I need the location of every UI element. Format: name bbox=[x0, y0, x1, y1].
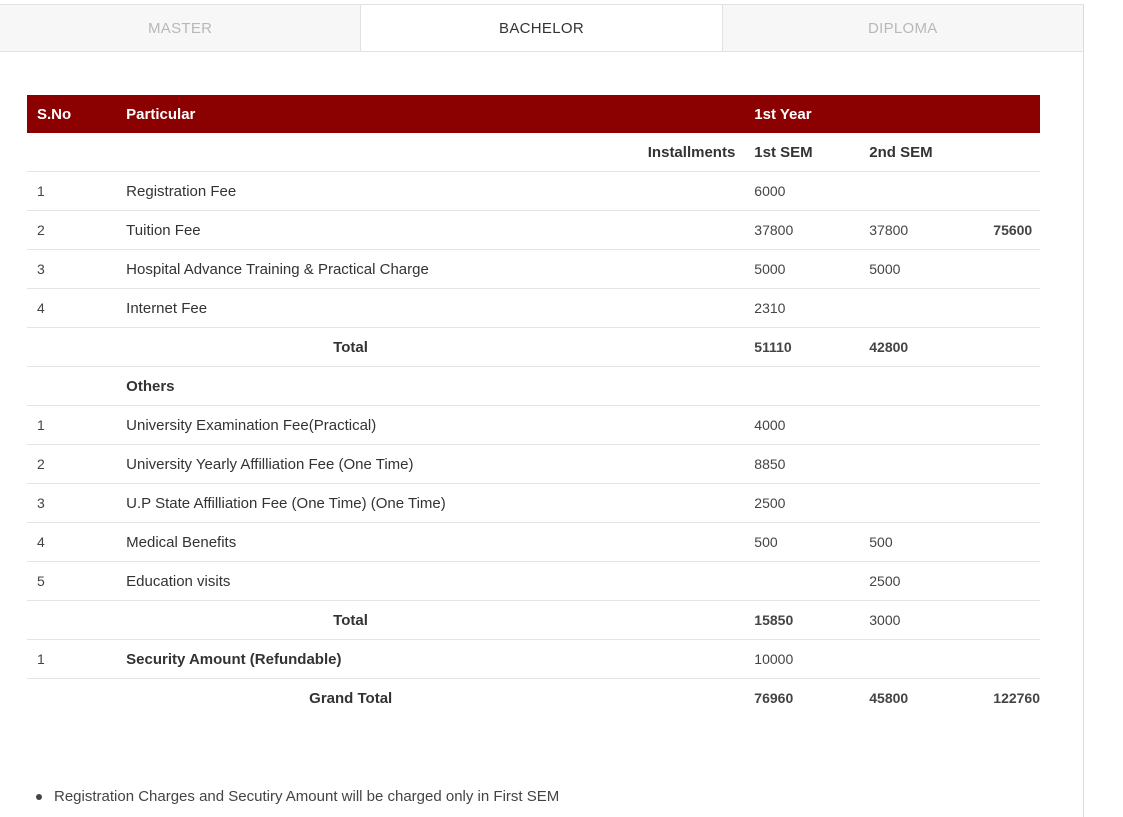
installments-label: Installments bbox=[126, 133, 754, 172]
fee-table bbox=[27, 95, 1040, 717]
grand-total-label: Grand Total bbox=[309, 689, 393, 707]
sno-cell: 1 bbox=[27, 640, 126, 679]
bullet-icon bbox=[36, 794, 42, 800]
total-label: Total bbox=[126, 328, 754, 367]
particular-cell: Security Amount (Refundable) bbox=[126, 640, 754, 679]
sem1-cell: 37800 bbox=[754, 211, 869, 250]
grand-total-row bbox=[27, 679, 1040, 718]
empty-cell bbox=[27, 679, 126, 718]
table-header-row bbox=[27, 95, 1040, 133]
sem2-cell: 37800 bbox=[869, 211, 993, 250]
table-row bbox=[27, 289, 1040, 328]
sno-cell: 3 bbox=[27, 250, 126, 289]
sem2-label: 2nd SEM bbox=[869, 133, 993, 172]
table-row bbox=[27, 211, 1040, 250]
sem2-total: 42800 bbox=[869, 328, 993, 367]
sem1-cell: 4000 bbox=[754, 406, 869, 445]
table-row bbox=[27, 562, 1040, 601]
empty-cell bbox=[993, 484, 1040, 523]
sno-cell: 1 bbox=[27, 406, 126, 445]
empty-cell bbox=[993, 562, 1040, 601]
sno-cell: 4 bbox=[27, 523, 126, 562]
total-cell: 75600 bbox=[993, 211, 1040, 250]
empty-cell bbox=[27, 601, 126, 640]
others-heading-row bbox=[27, 367, 1040, 406]
installments-row bbox=[27, 133, 1040, 172]
sem2-cell bbox=[869, 406, 993, 445]
particular-cell: Medical Benefits bbox=[126, 523, 754, 562]
sem2-total: 3000 bbox=[869, 601, 993, 640]
table-row bbox=[27, 445, 1040, 484]
particular-cell: U.P State Affilliation Fee (One Time) (One Time) bbox=[126, 484, 754, 523]
security-row bbox=[27, 640, 1040, 679]
empty-cell bbox=[993, 640, 1040, 679]
table-row bbox=[27, 172, 1040, 211]
sem2-cell bbox=[869, 172, 993, 211]
particular-cell: Hospital Advance Training & Practical Charge bbox=[126, 250, 754, 289]
empty-cell bbox=[27, 328, 126, 367]
sem1-cell bbox=[754, 562, 869, 601]
sem1-cell: 10000 bbox=[754, 640, 869, 679]
empty-cell bbox=[869, 367, 993, 406]
fee-panel bbox=[0, 4, 1084, 817]
empty-cell bbox=[993, 367, 1040, 406]
others-label: Others bbox=[126, 367, 754, 406]
particular-cell: University Examination Fee(Practical) bbox=[126, 406, 754, 445]
sem1-cell: 8850 bbox=[754, 445, 869, 484]
header-sno: S.No bbox=[27, 95, 126, 133]
sem1-total: 15850 bbox=[754, 601, 869, 640]
sno-cell: 4 bbox=[27, 289, 126, 328]
sem2-cell: 2500 bbox=[869, 562, 993, 601]
table-row bbox=[27, 406, 1040, 445]
sem2-cell bbox=[869, 289, 993, 328]
empty-cell bbox=[27, 133, 126, 172]
sem2-cell bbox=[869, 484, 993, 523]
sem1-cell: 6000 bbox=[754, 172, 869, 211]
others-total-row bbox=[27, 601, 1040, 640]
notes-list bbox=[36, 788, 559, 805]
tab-diploma[interactable]: DIPLOMA bbox=[723, 5, 1083, 51]
tab-bachelor[interactable]: BACHELOR bbox=[360, 5, 722, 51]
empty-cell bbox=[993, 445, 1040, 484]
grand-sem1: 76960 bbox=[754, 690, 794, 706]
table-row bbox=[27, 484, 1040, 523]
note-item bbox=[36, 788, 559, 805]
empty-cell bbox=[993, 601, 1040, 640]
empty-cell bbox=[993, 523, 1040, 562]
empty-cell bbox=[993, 406, 1040, 445]
header-empty-2 bbox=[993, 95, 1040, 133]
sem1-cell: 2500 bbox=[754, 484, 869, 523]
empty-cell bbox=[993, 328, 1040, 367]
empty-cell bbox=[869, 640, 993, 679]
total-label: Total bbox=[126, 601, 754, 640]
tab-master[interactable]: MASTER bbox=[0, 5, 360, 51]
sno-cell: 1 bbox=[27, 172, 126, 211]
header-empty-1 bbox=[869, 95, 993, 133]
sem2-cell: 500 bbox=[869, 523, 993, 562]
empty-cell bbox=[754, 367, 869, 406]
sem1-total: 51110 bbox=[754, 328, 869, 367]
sno-cell: 2 bbox=[27, 211, 126, 250]
particular-cell: University Yearly Affilliation Fee (One Time) bbox=[126, 445, 754, 484]
grand-total: 122760 bbox=[993, 690, 1040, 706]
particular-cell: Internet Fee bbox=[126, 289, 754, 328]
total-cell bbox=[993, 172, 1040, 211]
fee-table-body bbox=[27, 133, 1040, 717]
sem2-cell: 5000 bbox=[869, 250, 993, 289]
sem1-cell: 500 bbox=[754, 523, 869, 562]
sno-cell: 3 bbox=[27, 484, 126, 523]
note-text: Registration Charges and Secutiry Amount will be charged only in First SEM bbox=[54, 788, 560, 805]
sem1-label: 1st SEM bbox=[754, 133, 869, 172]
table-row bbox=[27, 523, 1040, 562]
program-tabs bbox=[0, 4, 1083, 52]
sem1-cell: 5000 bbox=[754, 250, 869, 289]
particular-cell: Registration Fee bbox=[126, 172, 754, 211]
header-year: 1st Year bbox=[754, 95, 869, 133]
fees-total-row bbox=[27, 328, 1040, 367]
particular-cell: Tuition Fee bbox=[126, 211, 754, 250]
total-cell bbox=[993, 289, 1040, 328]
particular-cell: Education visits bbox=[126, 562, 754, 601]
sno-cell: 5 bbox=[27, 562, 126, 601]
empty-cell bbox=[27, 367, 126, 406]
header-particular: Particular bbox=[126, 95, 754, 133]
grand-sem2: 45800 bbox=[869, 690, 909, 706]
table-row bbox=[27, 250, 1040, 289]
sem1-cell: 2310 bbox=[754, 289, 869, 328]
total-cell bbox=[993, 250, 1040, 289]
empty-cell bbox=[993, 133, 1040, 172]
sno-cell: 2 bbox=[27, 445, 126, 484]
sem2-cell bbox=[869, 445, 993, 484]
